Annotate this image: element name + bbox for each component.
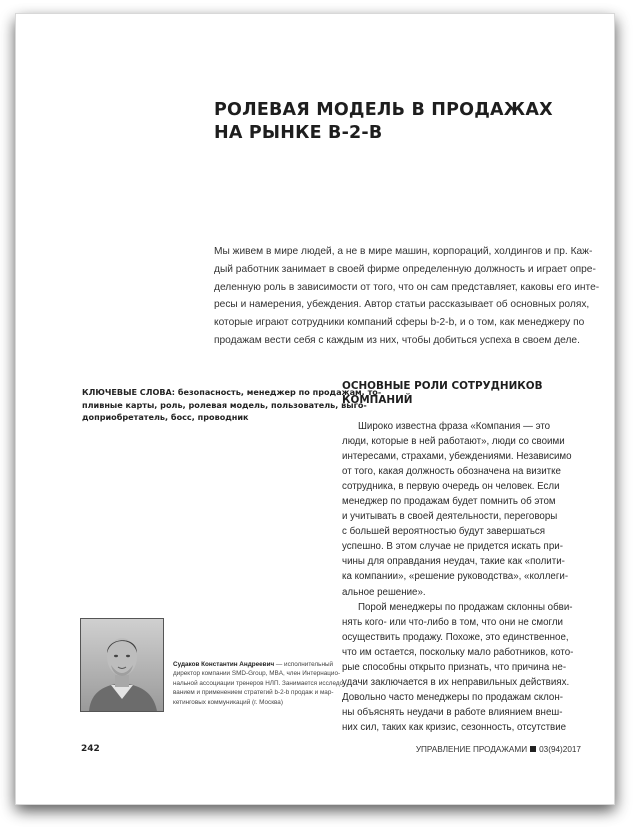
body-line: альное решение». [342,586,426,598]
magazine-page [16,14,614,804]
lead-line: ресы и намерения, убеждения. Автор статьи рассказывает об основных ролях, [214,299,590,311]
body-line: сотрудника, в первую очередь он человек. Если [342,481,560,493]
body-column [342,419,592,735]
article-title [214,99,554,145]
section-heading-line: КОМПАНИЙ [342,393,413,406]
body-line: осуществить продажу. Похоже, это единственное, [342,631,569,643]
lead-paragraph [214,243,600,350]
body-line: успешно. В этом случае не придется искать при- [342,541,563,553]
body-line: с большей вероятностью будут завершаться [342,526,546,538]
author-bio-line: ванием и применением стратегий b-2-b продаж и мар- [173,689,334,697]
keywords-line: пливные карты, роль, ролевая модель, пользователь, выго- [82,399,367,410]
keywords-line: КЛЮЧЕВЫЕ СЛОВА: безопасность, менеджер по продажам, то- [82,387,382,397]
body-line: люди, которые в ней работают», люди со своими [342,436,565,448]
body-line: интересами, страхами, убеждениями. Независимо [342,451,572,463]
section-heading-line: ОСНОВНЫЕ РОЛИ СОТРУДНИКОВ [342,380,543,392]
body-line: рые способны открыто признать, что причина не- [342,661,567,673]
journal-footer [416,745,581,754]
author-portrait-icon [81,619,163,711]
keywords-line: доприобретатель, босс, проводник [82,412,249,423]
author-bio [173,660,346,707]
author-photo [80,618,164,712]
lead-line: продажам вести себя с каждым из них, чтобы добиться успеха в своем деле. [214,334,580,346]
author-bio-line: директор компании SMD-Group, MBA, член Интернацио- [173,670,341,678]
journal-issue: 03(94)2017 [539,745,581,754]
body-line: что им остается, поскольку мало работников, кото- [342,646,574,658]
body-line: менеджер по продажам будет помнить об этом [342,496,556,508]
lead-line: Мы живем в мире людей, а не в мире машин, корпораций, холдингов и пр. Каж- [214,246,593,257]
lead-line: деленную роль в зависимости от того, что он сам представляет, каковы его инте- [214,281,600,293]
author-bio-line: кетинговых коммуникаций (г. Москва) [173,698,283,706]
article-title-line: РОЛЕВАЯ МОДЕЛЬ В ПРОДАЖАХ [214,100,553,120]
author-name: Судаков Константин Андреевич [173,661,275,668]
body-line: чины для оправдания неудач, такие как «полити- [342,556,565,568]
square-separator-icon [530,746,536,752]
lead-line: дый работник занимает в своей фирме определенную должность и играет опре- [214,263,596,275]
body-line: нять кого- или что-либо в том, что они не смогли [342,616,563,628]
body-line: удачи заключается в их неправильных действиях. [342,676,570,688]
body-line: ны объяснять неудачи в работе влиянием внеш- [342,706,563,718]
body-line: Широко известна фраза «Компания — это [358,421,551,432]
author-bio-line: нальной ассоциации тренеров НЛП. Занимается исследо- [173,679,346,687]
body-line: от того, какая должность обозначена на визитке [342,466,561,478]
body-line: и учитывать в своей деятельности, переговоры [342,511,558,523]
article-title-line: НА РЫНКЕ B-2-B [214,123,383,143]
lead-line: которые играют сотрудники компаний сферы b-2-b, и о том, как менеджеру по [214,317,585,329]
section-heading [342,380,592,408]
body-line: Порой менеджеры по продажам склонны обви- [358,601,573,613]
journal-name: УПРАВЛЕНИЕ ПРОДАЖАМИ [415,745,528,754]
author-bio-line: — исполнительный [274,661,334,668]
body-line: Довольно часто менеджеры по продажам склон- [342,691,563,703]
page-number: 242 [81,744,100,754]
body-line: них сил, таких как кризис, сезонность, отсутствие [342,721,567,733]
body-line: ка компании», «решение руководства», «коллеги- [342,571,569,583]
